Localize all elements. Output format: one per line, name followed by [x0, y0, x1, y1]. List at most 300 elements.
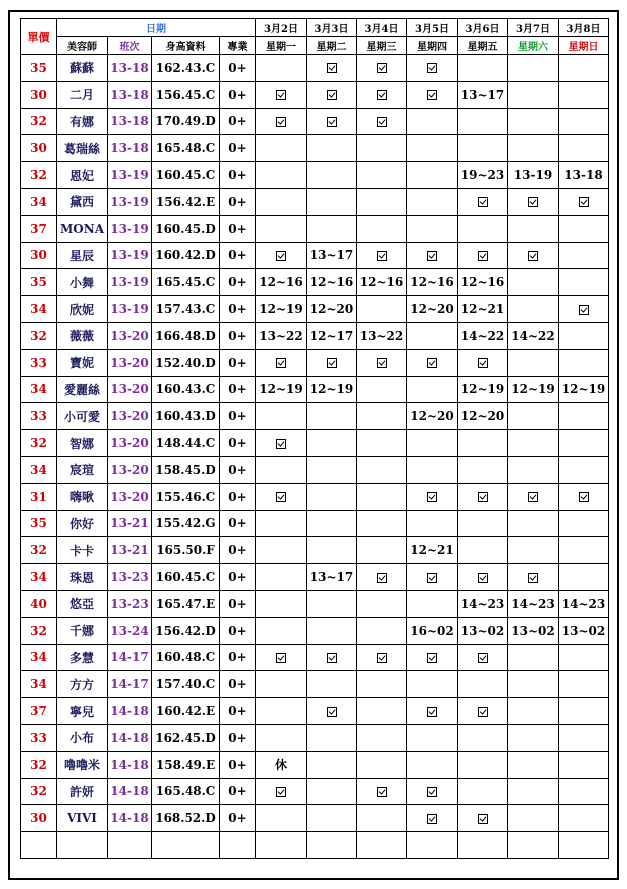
checkbox-checked-icon [478, 492, 488, 502]
schedule-cell: 12~16 [458, 269, 508, 296]
schedule-cell [256, 430, 307, 457]
checkbox-checked-icon [427, 787, 437, 797]
profession-cell: 0+ [220, 55, 256, 82]
price-cell: 32 [21, 617, 57, 644]
height-data-cell: 165.48.C [152, 135, 220, 162]
height-data-cell: 160.45.C [152, 564, 220, 591]
schedule-cell [307, 617, 357, 644]
schedule-cell [256, 403, 307, 430]
schedule-cell [357, 296, 407, 323]
table-row [21, 644, 609, 671]
shift-cell: 13-19 [108, 188, 152, 215]
beautician-name-cell: 二月 [57, 81, 108, 108]
schedule-cell [307, 403, 357, 430]
schedule-cell [458, 751, 508, 778]
beautician-name-cell: 小舞 [57, 269, 108, 296]
schedule-cell [508, 81, 559, 108]
height-data-cell: 165.48.C [152, 778, 220, 805]
price-cell: 35 [21, 510, 57, 537]
schedule-cell [407, 564, 458, 591]
beautician-name-cell: 悠亞 [57, 590, 108, 617]
schedule-cell [307, 483, 357, 510]
price-cell: 34 [21, 296, 57, 323]
date-cell: 3月6日 [458, 19, 508, 37]
beautician-name-cell: 你好 [57, 510, 108, 537]
profession-cell: 0+ [220, 483, 256, 510]
shift-cell: 14-18 [108, 724, 152, 751]
shift-cell: 14-17 [108, 644, 152, 671]
beautician-name-cell: 黛西 [57, 188, 108, 215]
schedule-cell [458, 456, 508, 483]
schedule-cell [256, 108, 307, 135]
schedule-cell [357, 510, 407, 537]
height-data-cell: 166.48.D [152, 322, 220, 349]
schedule-cell [458, 724, 508, 751]
price-cell: 30 [21, 242, 57, 269]
schedule-cell [508, 778, 559, 805]
schedule-cell [458, 135, 508, 162]
table-row [21, 269, 609, 296]
schedule-cell [508, 349, 559, 376]
price-cell: 34 [21, 671, 57, 698]
height-data-cell: 158.49.E [152, 751, 220, 778]
checkbox-checked-icon [276, 439, 286, 449]
schedule-cell [458, 242, 508, 269]
schedule-cell [307, 778, 357, 805]
schedule-cell [508, 564, 559, 591]
beautician-name-cell: 愛麗絲 [57, 376, 108, 403]
schedule-cell: 12~16 [307, 269, 357, 296]
schedule-cell [407, 832, 458, 859]
checkbox-checked-icon [427, 63, 437, 73]
schedule-cell [256, 805, 307, 832]
profession-cell: 0+ [220, 430, 256, 457]
schedule-cell [458, 430, 508, 457]
price-cell: 34 [21, 456, 57, 483]
schedule-cell [458, 349, 508, 376]
checkbox-checked-icon [327, 358, 337, 368]
schedule-cell: 12~19 [256, 376, 307, 403]
schedule-cell [407, 376, 458, 403]
schedule-cell [307, 724, 357, 751]
height-data-cell: 160.43.C [152, 376, 220, 403]
shift-cell: 13-19 [108, 215, 152, 242]
height-data-cell: 165.47.E [152, 590, 220, 617]
schedule-cell [307, 832, 357, 859]
schedule-cell [407, 456, 458, 483]
date-cell: 3月4日 [357, 19, 407, 37]
price-cell: 31 [21, 483, 57, 510]
schedule-cell [307, 108, 357, 135]
schedule-cell [357, 724, 407, 751]
shift-cell: 13-20 [108, 349, 152, 376]
schedule-cell: 13~02 [458, 617, 508, 644]
price-cell: 34 [21, 376, 57, 403]
checkbox-checked-icon [276, 653, 286, 663]
schedule-cell [357, 698, 407, 725]
schedule-cell: 12~19 [256, 296, 307, 323]
table-row [21, 322, 609, 349]
schedule-cell: 16~02 [407, 617, 458, 644]
beautician-name-cell: 卡卡 [57, 537, 108, 564]
schedule-cell [357, 403, 407, 430]
schedule-cell [256, 564, 307, 591]
schedule-cell: 12~16 [357, 269, 407, 296]
checkbox-checked-icon [327, 707, 337, 717]
table-row [21, 81, 609, 108]
shift-cell: 14-18 [108, 778, 152, 805]
schedule-cell [407, 430, 458, 457]
schedule-cell: 13~22 [256, 322, 307, 349]
table-row [21, 215, 609, 242]
schedule-cell: 12~20 [307, 296, 357, 323]
schedule-cell [307, 135, 357, 162]
checkbox-checked-icon [377, 787, 387, 797]
checkbox-checked-icon [427, 814, 437, 824]
profession-cell: 0+ [220, 510, 256, 537]
shift-cell: 14-17 [108, 671, 152, 698]
checkbox-checked-icon [579, 197, 589, 207]
schedule-cell [307, 644, 357, 671]
schedule-cell [307, 188, 357, 215]
price-cell: 32 [21, 537, 57, 564]
schedule-cell [407, 135, 458, 162]
schedule-cell [508, 296, 559, 323]
price-cell: 30 [21, 135, 57, 162]
height-data-cell: 155.46.C [152, 483, 220, 510]
schedule-cell: 14~23 [508, 590, 559, 617]
schedule-cell [357, 671, 407, 698]
schedule-cell [458, 832, 508, 859]
schedule-cell: 12~19 [508, 376, 559, 403]
beautician-name-cell: 寶妮 [57, 349, 108, 376]
schedule-cell: 14~22 [508, 322, 559, 349]
table-row [21, 55, 609, 82]
beautician-name-cell: 欣妮 [57, 296, 108, 323]
checkbox-checked-icon [327, 117, 337, 127]
schedule-cell [559, 188, 609, 215]
price-cell: 30 [21, 805, 57, 832]
schedule-cell [559, 564, 609, 591]
weekday-cell: 星期一 [256, 37, 307, 55]
schedule-cell [357, 778, 407, 805]
schedule-cell [307, 698, 357, 725]
table-row [21, 698, 609, 725]
schedule-cell [508, 832, 559, 859]
schedule-cell [508, 430, 559, 457]
height-data-cell: 162.45.D [152, 724, 220, 751]
beautician-name-cell: 小可愛 [57, 403, 108, 430]
profession-cell [220, 832, 256, 859]
schedule-cell [357, 832, 407, 859]
profession-cell: 0+ [220, 349, 256, 376]
schedule-cell [407, 188, 458, 215]
profession-cell: 0+ [220, 188, 256, 215]
price-cell: 32 [21, 751, 57, 778]
schedule-cell [256, 590, 307, 617]
schedule-cell: 12~19 [559, 376, 609, 403]
date-cell: 3月7日 [508, 19, 559, 37]
beautician-name-cell: 智娜 [57, 430, 108, 457]
height-data-cell: 155.42.G [152, 510, 220, 537]
checkbox-checked-icon [327, 63, 337, 73]
schedule-cell [508, 108, 559, 135]
height-data-cell: 160.48.C [152, 644, 220, 671]
schedule-cell [256, 483, 307, 510]
header-row-columns [21, 37, 609, 55]
schedule-cell [407, 778, 458, 805]
schedule-cell [307, 55, 357, 82]
price-cell: 30 [21, 81, 57, 108]
profession-cell: 0+ [220, 778, 256, 805]
schedule-cell: 休 [256, 751, 307, 778]
height-data-cell: 148.44.C [152, 430, 220, 457]
schedule-cell [256, 724, 307, 751]
schedule-cell [407, 55, 458, 82]
beautician-name-cell [57, 832, 108, 859]
checkbox-checked-icon [427, 251, 437, 261]
schedule-cell [307, 590, 357, 617]
schedule-cell [559, 108, 609, 135]
table-row [21, 671, 609, 698]
height-header: 身高資料 [152, 37, 220, 55]
checkbox-checked-icon [276, 117, 286, 127]
schedule-table [20, 18, 609, 859]
beautician-name-cell: 多慧 [57, 644, 108, 671]
schedule-cell [407, 698, 458, 725]
price-cell: 33 [21, 724, 57, 751]
shift-cell: 13-20 [108, 403, 152, 430]
shift-cell: 13-18 [108, 135, 152, 162]
height-data-cell: 158.45.D [152, 456, 220, 483]
height-data-cell: 160.45.C [152, 162, 220, 189]
schedule-cell [307, 81, 357, 108]
beautician-name-cell: 寧兒 [57, 698, 108, 725]
schedule-cell [407, 349, 458, 376]
profession-cell: 0+ [220, 805, 256, 832]
schedule-cell [458, 537, 508, 564]
weekday-cell-sunday: 星期日 [559, 37, 609, 55]
height-data-cell: 162.43.C [152, 55, 220, 82]
schedule-cell [357, 590, 407, 617]
table-row [21, 456, 609, 483]
checkbox-checked-icon [478, 707, 488, 717]
table-row [21, 188, 609, 215]
schedule-cell [407, 590, 458, 617]
schedule-cell [307, 215, 357, 242]
schedule-cell [307, 751, 357, 778]
height-data-cell: 165.50.F [152, 537, 220, 564]
schedule-cell: 12~16 [256, 269, 307, 296]
shift-cell [108, 832, 152, 859]
price-cell: 32 [21, 162, 57, 189]
height-data-cell: 157.43.C [152, 296, 220, 323]
profession-cell: 0+ [220, 108, 256, 135]
schedule-cell [307, 430, 357, 457]
table-row [21, 296, 609, 323]
shift-cell: 13-20 [108, 456, 152, 483]
checkbox-checked-icon [377, 573, 387, 583]
table-row [21, 349, 609, 376]
schedule-cell [508, 537, 559, 564]
profession-cell: 0+ [220, 403, 256, 430]
schedule-cell [508, 483, 559, 510]
height-data-cell: 156.45.C [152, 81, 220, 108]
height-data-cell: 160.45.D [152, 215, 220, 242]
profession-cell: 0+ [220, 617, 256, 644]
shift-cell: 13-19 [108, 242, 152, 269]
schedule-cell: 13-18 [559, 162, 609, 189]
schedule-cell [559, 698, 609, 725]
schedule-cell [407, 322, 458, 349]
table-row [21, 242, 609, 269]
schedule-cell [559, 483, 609, 510]
schedule-cell [458, 778, 508, 805]
schedule-cell [508, 135, 559, 162]
beautician-name-cell: 星辰 [57, 242, 108, 269]
height-data-cell: 152.40.D [152, 349, 220, 376]
checkbox-checked-icon [276, 787, 286, 797]
shift-cell: 13-19 [108, 269, 152, 296]
schedule-cell [508, 671, 559, 698]
schedule-cell [559, 349, 609, 376]
height-data-cell: 157.40.C [152, 671, 220, 698]
schedule-cell [559, 403, 609, 430]
height-data-cell: 160.43.D [152, 403, 220, 430]
schedule-cell [559, 456, 609, 483]
schedule-cell [256, 644, 307, 671]
beautician-name-cell: 葛瑞絲 [57, 135, 108, 162]
beautician-name-cell: MONA [57, 215, 108, 242]
schedule-cell [458, 188, 508, 215]
schedule-cell [508, 55, 559, 82]
price-cell: 37 [21, 215, 57, 242]
profession-cell: 0+ [220, 590, 256, 617]
shift-cell: 13-21 [108, 537, 152, 564]
schedule-cell [407, 671, 458, 698]
table-row [21, 751, 609, 778]
profession-cell: 0+ [220, 135, 256, 162]
schedule-cell [256, 349, 307, 376]
checkbox-checked-icon [276, 358, 286, 368]
beautician-name-cell: 有娜 [57, 108, 108, 135]
price-header: 單價 [21, 19, 57, 55]
schedule-cell [559, 81, 609, 108]
price-cell: 32 [21, 430, 57, 457]
height-data-cell: 160.42.E [152, 698, 220, 725]
beautician-name-cell: 千娜 [57, 617, 108, 644]
schedule-cell [256, 832, 307, 859]
checkbox-checked-icon [478, 653, 488, 663]
checkbox-checked-icon [377, 63, 387, 73]
shift-header: 班次 [108, 37, 152, 55]
schedule-cell [407, 724, 458, 751]
schedule-cell [256, 81, 307, 108]
profession-cell: 0+ [220, 296, 256, 323]
schedule-cell [307, 162, 357, 189]
schedule-cell: 12~21 [458, 296, 508, 323]
checkbox-checked-icon [377, 117, 387, 127]
height-data-cell: 156.42.D [152, 617, 220, 644]
table-row [21, 778, 609, 805]
schedule-cell [559, 269, 609, 296]
schedule-cell: 13~02 [559, 617, 609, 644]
schedule-cell [256, 698, 307, 725]
schedule-cell [407, 162, 458, 189]
table-row [21, 108, 609, 135]
checkbox-checked-icon [427, 492, 437, 502]
header-row-dates [21, 19, 609, 37]
schedule-cell [458, 510, 508, 537]
checkbox-checked-icon [528, 251, 538, 261]
schedule-cell [256, 510, 307, 537]
schedule-cell: 14~23 [458, 590, 508, 617]
schedule-cell [256, 188, 307, 215]
height-data-cell: 156.42.E [152, 188, 220, 215]
date-cell: 3月8日 [559, 19, 609, 37]
schedule-cell: 13~17 [307, 242, 357, 269]
schedule-cell [559, 671, 609, 698]
table-row [21, 510, 609, 537]
table-row [21, 430, 609, 457]
schedule-cell [458, 55, 508, 82]
height-data-cell: 165.45.C [152, 269, 220, 296]
table-row [21, 590, 609, 617]
schedule-cell [559, 751, 609, 778]
schedule-cell [357, 617, 407, 644]
schedule-cell [508, 188, 559, 215]
table-row [21, 162, 609, 189]
schedule-cell [559, 537, 609, 564]
checkbox-checked-icon [327, 653, 337, 663]
schedule-cell: 12~20 [458, 403, 508, 430]
profession-cell: 0+ [220, 724, 256, 751]
schedule-cell [256, 617, 307, 644]
shift-cell: 13-18 [108, 81, 152, 108]
schedule-cell [357, 188, 407, 215]
schedule-cell [307, 805, 357, 832]
table-row [21, 376, 609, 403]
profession-cell: 0+ [220, 456, 256, 483]
date-header: 日期 [57, 19, 256, 37]
schedule-cell [256, 135, 307, 162]
schedule-cell [407, 215, 458, 242]
shift-cell: 14-18 [108, 751, 152, 778]
shift-cell: 13-20 [108, 483, 152, 510]
shift-cell: 13-20 [108, 322, 152, 349]
checkbox-checked-icon [528, 197, 538, 207]
schedule-cell [357, 456, 407, 483]
beautician-name-cell: 薇薇 [57, 322, 108, 349]
schedule-cell [357, 349, 407, 376]
height-data-cell: 170.49.D [152, 108, 220, 135]
schedule-cell [508, 724, 559, 751]
schedule-cell [458, 671, 508, 698]
height-data-cell [152, 832, 220, 859]
checkbox-checked-icon [478, 814, 488, 824]
profession-cell: 0+ [220, 537, 256, 564]
price-cell: 34 [21, 564, 57, 591]
schedule-cell: 12~16 [407, 269, 458, 296]
schedule-cell [307, 537, 357, 564]
schedule-cell: 12~20 [407, 403, 458, 430]
profession-cell: 0+ [220, 322, 256, 349]
schedule-cell [508, 510, 559, 537]
schedule-cell [508, 242, 559, 269]
schedule-cell [357, 215, 407, 242]
checkbox-checked-icon [427, 90, 437, 100]
checkbox-checked-icon [427, 358, 437, 368]
